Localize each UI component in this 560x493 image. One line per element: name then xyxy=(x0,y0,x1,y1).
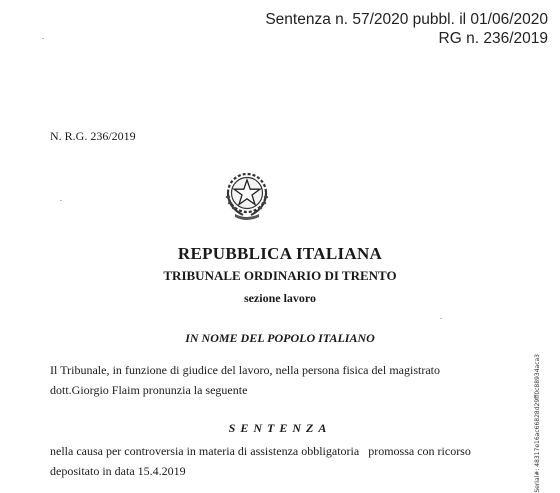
court-heading: TRIBUNALE ORDINARIO DI TRENTO xyxy=(163,268,397,283)
formula-heading: IN NOME DEL POPOLO ITALIANO xyxy=(185,331,375,345)
intro-line-1: Il Tribunale, in funzione di giudice del lavoro, nella persona fisica del magistrato xyxy=(50,363,440,377)
scan-speck xyxy=(42,38,44,39)
scan-speck xyxy=(440,318,442,319)
scan-speck xyxy=(60,200,62,201)
case-number: N. R.G. 236/2019 xyxy=(50,129,136,143)
case-line-1: nella causa per controversia in materia di assistenza obbligatoria promossa con ricorso xyxy=(50,444,471,458)
case-line-2: depositato in data 15.4.2019 xyxy=(50,464,186,478)
stamp-sentence-line: Sentenza n. 57/2020 pubbl. il 01/06/2020 xyxy=(265,11,548,28)
italian-republic-emblem-icon xyxy=(218,165,276,223)
publication-stamp xyxy=(265,10,548,48)
sentence-heading: SENTENZA xyxy=(228,421,332,435)
intro-line-2: dott.Giorgio Flaim pronunzia la seguente xyxy=(50,383,248,397)
stamp-rg-line: RG n. 236/2019 xyxy=(438,30,548,47)
republic-heading: REPUBBLICA ITALIANA xyxy=(177,244,383,263)
serial-number: Serial#: 48317e16ac66828d29ff0c88934aca3 xyxy=(534,354,541,493)
section-heading: sezione lavoro xyxy=(243,291,317,305)
